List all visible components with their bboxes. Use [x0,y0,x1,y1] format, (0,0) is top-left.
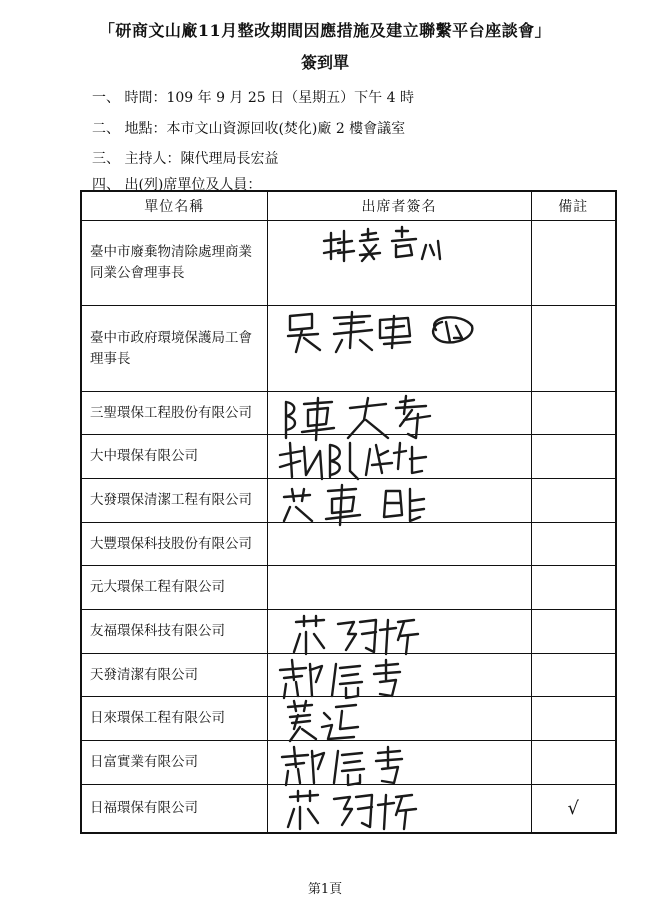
note-cell [531,566,616,610]
handwritten-signature [276,437,516,483]
signature-cell [267,306,531,391]
note-cell [531,479,616,523]
header-unit: 單位名稱 [81,191,267,221]
note-cell [531,741,616,785]
note-cell [531,306,616,391]
table-row [81,221,616,306]
table-row [81,435,616,479]
signature-cell [267,741,531,785]
document-title: 「研商文山廠11月整改期間因應措施及建立聯繫平台座談會」 [98,21,552,40]
handwritten-signature [276,656,516,702]
info-host: 三、 主持人：陳代理局長宏益 [92,151,279,167]
unit-name: 大發環保清潔工程有限公司 [81,479,267,523]
table-row [81,610,616,654]
unit-name: 臺中市政府環境保護局工會理事長 [81,306,267,391]
note-cell [531,653,616,697]
table-row [81,479,616,523]
unit-name: 元大環保工程有限公司 [81,566,267,610]
unit-name: 天發清潔有限公司 [81,653,267,697]
table-row [81,653,616,697]
table-row [81,784,616,833]
signature-cell [267,221,531,306]
table-header-row [81,191,616,221]
note-cell [531,435,616,479]
table-row [81,566,616,610]
signature-cell [267,653,531,697]
handwritten-signature [276,787,516,833]
handwritten-signature [276,223,516,267]
note-cell [531,522,616,566]
signature-cell [267,391,531,435]
header-signature: 出席者簽名 [267,191,531,221]
info-time: 一、 時間：109 年 9 月 25 日（星期五）下午 4 時 [92,90,414,106]
handwritten-signature [276,308,516,354]
note-cell [531,697,616,741]
header-note: 備註 [531,191,616,221]
table-row [81,522,616,566]
signature-cell [267,522,531,566]
unit-name: 日來環保工程有限公司 [81,697,267,741]
table-row [81,697,616,741]
unit-name: 日富實業有限公司 [81,741,267,785]
signature-cell [267,566,531,610]
info-attendees-heading: 四、 出(列)席單位及人員： [92,177,262,193]
sign-in-table [80,190,617,834]
note-cell [531,391,616,435]
table-row [81,391,616,435]
handwritten-signature [276,612,516,658]
handwritten-signature [276,743,516,789]
signature-cell [267,610,531,654]
note-cell: √ [531,784,616,833]
unit-name: 日福環保有限公司 [81,784,267,833]
unit-name: 大中環保有限公司 [81,435,267,479]
unit-name: 三聖環保工程股份有限公司 [81,391,267,435]
signature-cell [267,435,531,479]
unit-name: 臺中市廢棄物清除處理商業同業公會理事長 [81,221,267,306]
signature-cell [267,479,531,523]
info-location: 二、 地點：本市文山資源回收(焚化)廠 2 樓會議室 [92,121,406,137]
unit-name: 友福環保科技有限公司 [81,610,267,654]
table-row [81,741,616,785]
unit-name: 大豐環保科技股份有限公司 [81,522,267,566]
document-subtitle: 簽到單 [300,53,349,72]
note-cell [531,610,616,654]
page-number: 第1頁 [307,882,343,897]
note-cell [531,221,616,306]
handwritten-signature [276,481,516,527]
signature-cell [267,784,531,833]
table-row [81,306,616,391]
signature-cell [267,697,531,741]
